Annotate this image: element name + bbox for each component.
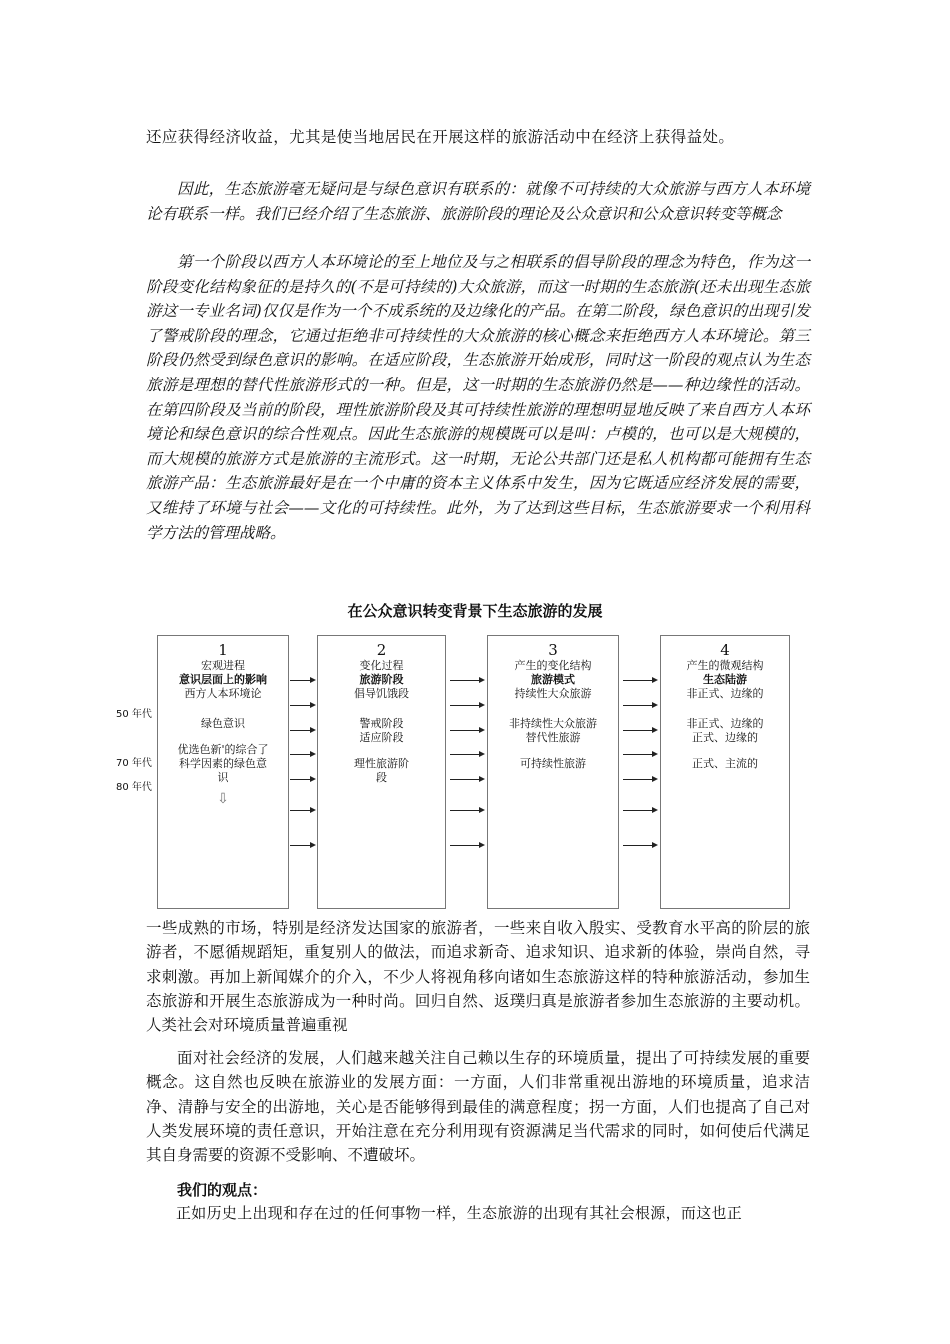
box-item: 持续性大众旅游 — [514, 687, 592, 700]
box-item: 正式、主流的 — [692, 757, 758, 770]
box-item: 科学因素的绿色意 — [179, 757, 267, 770]
connector-arrow — [290, 810, 314, 811]
box-item: 西方人本环境论 — [184, 687, 262, 700]
box-item: 正式、边缘的 — [692, 731, 758, 744]
connector-arrow — [450, 845, 483, 846]
paragraph-our-view: 正如历史上出现和存在过的任何事物一样，生态旅游的出现有其社会根源，而这也正 — [176, 1204, 743, 1222]
connector-arrow — [450, 730, 483, 731]
box-header: 意识层面上的影响 — [179, 673, 267, 686]
box-item: 警戒阶段 — [359, 717, 404, 730]
box-item: 绿色意识 — [201, 717, 245, 730]
connector-arrow — [450, 779, 483, 780]
box-item: 适应阶段 — [359, 731, 404, 744]
connector-arrow — [290, 754, 314, 755]
connector-arrow — [290, 845, 314, 846]
connector-arrow — [450, 754, 483, 755]
paragraph-green-awareness: 因此，生态旅游毫无疑问是与绿色意识有联系的：就像不可持续的大众旅游与西方人本环境论有联系一样。我们已经介绍了生态旅游、旅游阶段的理论及公众意识和公众意识转变等概念 — [146, 180, 810, 223]
box-item: 非持续性大众旅游 — [509, 717, 597, 730]
box-number: 3 — [548, 641, 558, 659]
box-subtitle: 宏观进程 — [201, 659, 245, 672]
box-header: 生态陆游 — [703, 673, 747, 686]
connector-arrow — [623, 680, 656, 681]
diagram-box-tourism-mode — [487, 635, 619, 909]
connector-arrow — [623, 754, 656, 755]
box-subtitle: 变化过程 — [359, 659, 404, 672]
box-item: 倡导饥饿段 — [354, 687, 409, 700]
box-header: 旅游模式 — [531, 673, 575, 686]
diagram-box-consciousness — [157, 635, 289, 909]
paragraph-environment-quality: 面对社会经济的发展，人们越来越关注自己赖以生存的环境质量，提出了可持续发展的重要概念。这自然也反映在旅游业的发展方面：一方面，人们非常重视出游地的环境质量，追求洁净、清静与安全的出游地，关心是否能够得到最佳的满意程度；拐一方面，人们也提高了自己对人类发展环境的责任意识，开始注意在充分利用现有资源满足当代需求的同时，如何使后代满足其自身需要的资源不受影响、不遭破坏。 — [146, 1049, 810, 1165]
connector-arrow — [450, 705, 483, 706]
figure-title: 在公众意识转变背景下生态旅游的发展 — [347, 602, 603, 620]
box-item: 理性旅游阶 — [354, 757, 409, 770]
diagram-box-ecotourism — [660, 635, 790, 909]
box-number: 4 — [720, 641, 730, 659]
box-item: 可持续性旅游 — [520, 757, 586, 770]
down-arrow-icon: ⇩ — [217, 791, 229, 807]
box-number: 1 — [218, 641, 228, 659]
era-label-70s: 70 年代 — [116, 758, 152, 769]
connector-arrow — [623, 779, 656, 780]
paragraph-mature-markets: 一些成熟的市场，特别是经济发达国家的旅游者，一些来自收入殷实、受教育水平高的阶层的旅游者，不愿循规蹈矩，重复别人的做法，而追求新奇、追求知识、追求新的体验，崇尚自然，寻求刺激。再加上新闻媒介的介入，不少人将视角移向诸如生态旅游这样的特种旅游活动，参加生态旅游和开展生态旅游成为一种时尚。回归自然、返璞归真是旅游者参加生态旅游的主要动机。人类社会对环境质量普遍重视 — [146, 919, 810, 1035]
box-item: 优选色新'的综合了 — [177, 743, 269, 756]
connector-arrow — [450, 680, 483, 681]
connector-arrow — [290, 779, 314, 780]
connector-arrow — [623, 810, 656, 811]
box-item: 段 — [376, 771, 387, 784]
connector-arrow — [623, 845, 656, 846]
era-label-80s: 80 年代 — [116, 782, 152, 793]
box-header: 旅游阶段 — [359, 673, 404, 686]
paragraph-four-stages: 第一个阶段以西方人本环境论的至上地位及与之相联系的倡导阶段的理念为特色，作为这一阶段变化结构象征的是持久的(不是可持续的)大众旅游，而这一时期的生态旅游(还未出现生态旅游这一专业名词)仅仅是作为一个不成系统的及边缘化的产品。在第二阶段，绿色意识的出现引发了警戒阶段的理念，它通过拒绝非可持续性的大众旅游的核心概念来拒绝西方人本环境论。第三阶段仍然受到绿色意识的影响。在适应阶段，生态旅游开始成形，同时这一阶段的观点认为生态旅游是理想的替代性旅游形式的一种。但是，这一时期的生态旅游仍然是——种边缘性的活动。在第四阶段及当前的阶段，理性旅游阶段及其可持续性旅游的理想明显地反映了来自西方人本环境论和绿色意识的综合性观点。因此生态旅游的规模既可以是叫：卢模的，也可以是大规模的，而大规模的旅游方式是旅游的主流形式。这一时期，无论公共部门还是私人机构都可能拥有生态旅游产品：生态旅游最好是在一个中庸的资本主义体系中发生，因为它既适应经济发展的需要，又维持了环境与社会——文化的可持续性。此外，为了达到这些目标，生态旅游要求一个利用科学方法的管理战略。 — [146, 253, 810, 542]
box-subtitle: 产生的微观结构 — [686, 659, 764, 672]
box-item: 非正式、边缘的 — [686, 717, 764, 730]
box-item: 非正式、边缘的 — [686, 687, 764, 700]
box-number: 2 — [376, 641, 387, 659]
connector-arrow — [623, 730, 656, 731]
section-heading: 我们的观点： — [177, 1181, 268, 1199]
connector-arrow — [290, 705, 314, 706]
connector-arrow — [290, 680, 314, 681]
paragraph-continuation: 还应获得经济收益，尤其是使当地居民在开展这样的旅游活动中在经济上获得益处。 — [146, 128, 735, 146]
connector-arrow — [623, 705, 656, 706]
box-item: 替代性旅游 — [525, 731, 581, 744]
era-label-50s: 50 年代 — [116, 709, 152, 720]
box-subtitle: 产生的变化结构 — [514, 659, 592, 672]
box-item: 识 — [217, 771, 229, 784]
connector-arrow — [450, 810, 483, 811]
diagram-box-tourism-stages — [317, 635, 446, 909]
connector-arrow — [290, 730, 314, 731]
